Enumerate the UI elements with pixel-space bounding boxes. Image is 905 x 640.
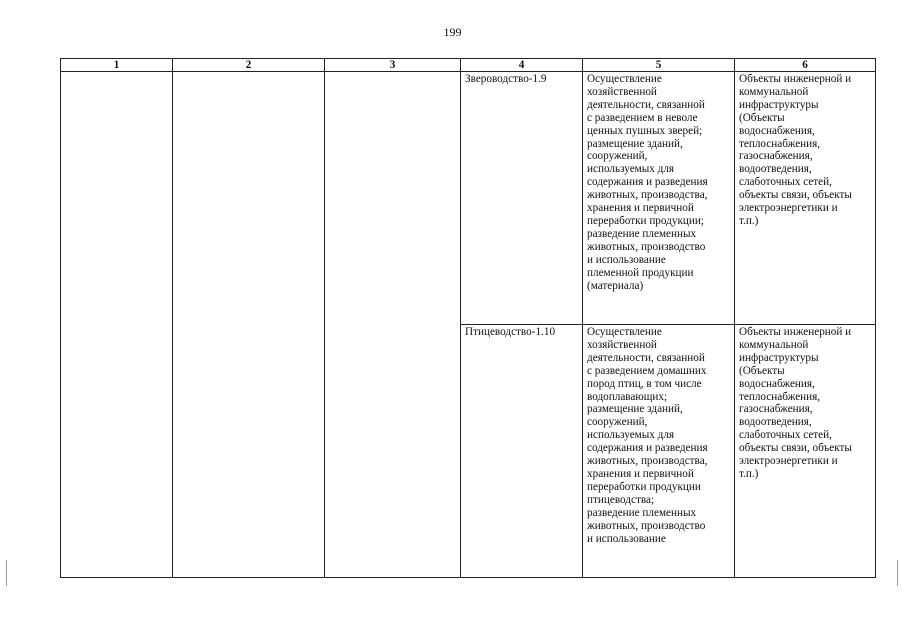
column-header-3: 3: [325, 59, 461, 72]
auxiliary-objects-cell: Объекты инженерной и коммунальной инфраструктуры (Объекты водоснабжения, теплоснабжения, газоснабжения, водоотведения, слаботочных сетей, объекты связи, объекты электроэнергетики и т.п.): [735, 72, 876, 325]
auxiliary-objects-cell: Объекты инженерной и коммунальной инфраструктуры (Объекты водоснабжения, теплоснабжения, газоснабжения, водоотведения, слаботочных сетей, объекты связи, объекты электроэнергетики и т.п.): [735, 325, 876, 578]
table-row: [61, 72, 876, 325]
column-1-cell: [61, 72, 173, 578]
column-3-cell: [325, 72, 461, 578]
land-use-table: [60, 58, 876, 578]
land-use-name-cell: Птицеводство-1.10: [461, 325, 583, 578]
column-header-4: 4: [461, 59, 583, 72]
land-use-name-cell: Звероводство-1.9: [461, 72, 583, 325]
land-use-description-cell: Осуществление хозяйственной деятельности, связанной с разведением домашних пород птиц, в том числе водоплавающих; размещение зданий, сооружений, используемых для содержания и разведения животных, производства, хранения и первичной переработки продукции птицеводства; разведение племенных животных, производство и использование: [583, 325, 735, 578]
column-2-cell: [173, 72, 325, 578]
page-number: 199: [443, 25, 462, 39]
header-row: [61, 59, 876, 72]
column-header-5: 5: [583, 59, 735, 72]
column-header-2: 2: [173, 59, 325, 72]
land-use-description-cell: Осуществление хозяйственной деятельности, связанной с разведением в неволе ценных пушных зверей; размещение зданий, сооружений, используемых для содержания и разведения животных, производства, хранения и первичной переработки продукции; разведение племенных животных, производство и использование племенной продукции (материала): [583, 72, 735, 325]
scan-edge-mark-left: [6, 560, 7, 586]
column-header-1: 1: [61, 59, 173, 72]
column-header-6: 6: [735, 59, 876, 72]
scan-edge-mark-right: [897, 560, 898, 586]
